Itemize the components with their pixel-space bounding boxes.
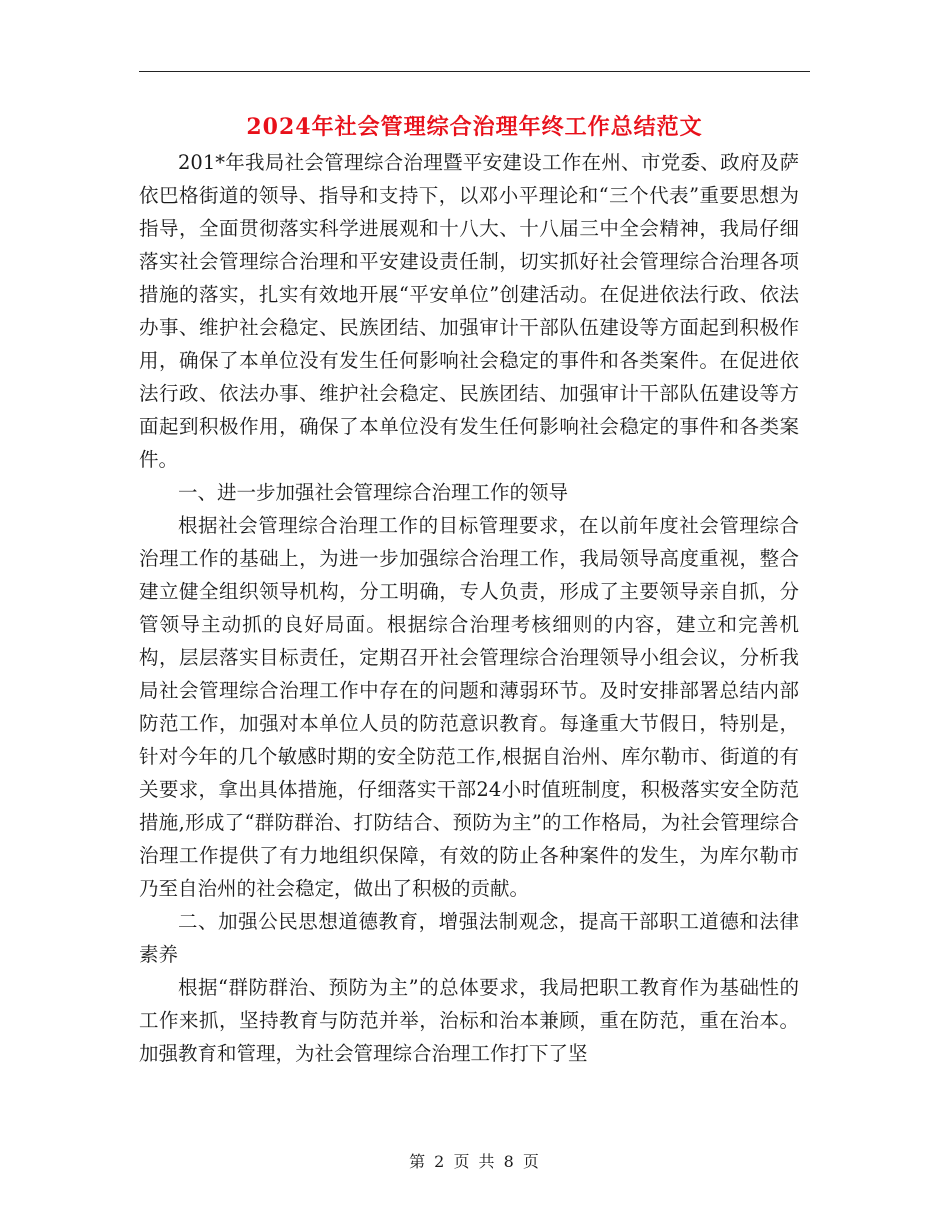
- paragraph-section-1: 根据社会管理综合治理工作的目标管理要求，在以前年度社会管理综合治理工作的基础上，为进一步加强综合治理工作，我局领导高度重视，整合建立健全组织领导机构，分工明确，专人负责，形成了主要领导亲自抓，分管领导主动抓的良好局面。根据综合治理考核细则的内容，建立和完善机构，层层落实目标责任，定期召开社会管理综合治理领导小组会议，分析我局社会管理综合治理工作中存在的问题和薄弱环节。及时安排部署总结内部防范工作，加强对本单位人员的防范意识教育。每逢重大节假日，特别是，针对今年的几个敏感时期的安全防范工作,根据自治州、库尔勒市、街道的有关要求，拿出具体措施，仔细落实干部24小时值班制度，积极落实安全防范措施,形成了“群防群治、打防结合、预防为主”的工作格局，为社会管理综合治理工作提供了有力地组织保障，有效的防止各种案件的发生，为库尔勒市乃至自治州的社会稳定，做出了积极的贡献。: [139, 514, 799, 900]
- header-rule: [139, 71, 810, 72]
- document-body: [139, 146, 799, 1070]
- document-title: 2024年社会管理综合治理年终工作总结范文: [246, 114, 703, 140]
- section-heading-2: 二、加强公民思想道德教育，增强法制观念，提高干部职工道德和法律素养: [139, 910, 799, 966]
- paragraph-section-2: 根据“群防群治、预防为主”的总体要求，我局把职工教育作为基础性的工作来抓，坚持教育与防范并举，治标和治本兼顾，重在防范，重在治本。加强教育和管理，为社会管理综合治理工作打下了坚: [139, 976, 799, 1065]
- page-number-footer: 第 2 页 共 8 页: [409, 1152, 541, 1171]
- section-heading-1: 一、进一步加强社会管理综合治理工作的领导: [178, 481, 569, 504]
- paragraph-intro: 201*年我局社会管理综合治理暨平安建设工作在州、市党委、政府及萨依巴格街道的领导、指导和支持下，以邓小平理论和“三个代表”重要思想为指导，全面贯彻落实科学进展观和十八大、十八届三中全会精神，我局仔细落实社会管理综合治理和平安建设责任制，切实抓好社会管理综合治理各项措施的落实，扎实有效地开展“平安单位”创建活动。在促进依法行政、依法办事、维护社会稳定、民族团结、加强审计干部队伍建设等方面起到积极作用，确保了本单位没有发生任何影响社会稳定的事件和各类案件。在促进依法行政、依法办事、维护社会稳定、民族团结、加强审计干部队伍建设等方面起到积极作用，确保了本单位没有发生任何影响社会稳定的事件和各类案件。: [139, 151, 799, 471]
